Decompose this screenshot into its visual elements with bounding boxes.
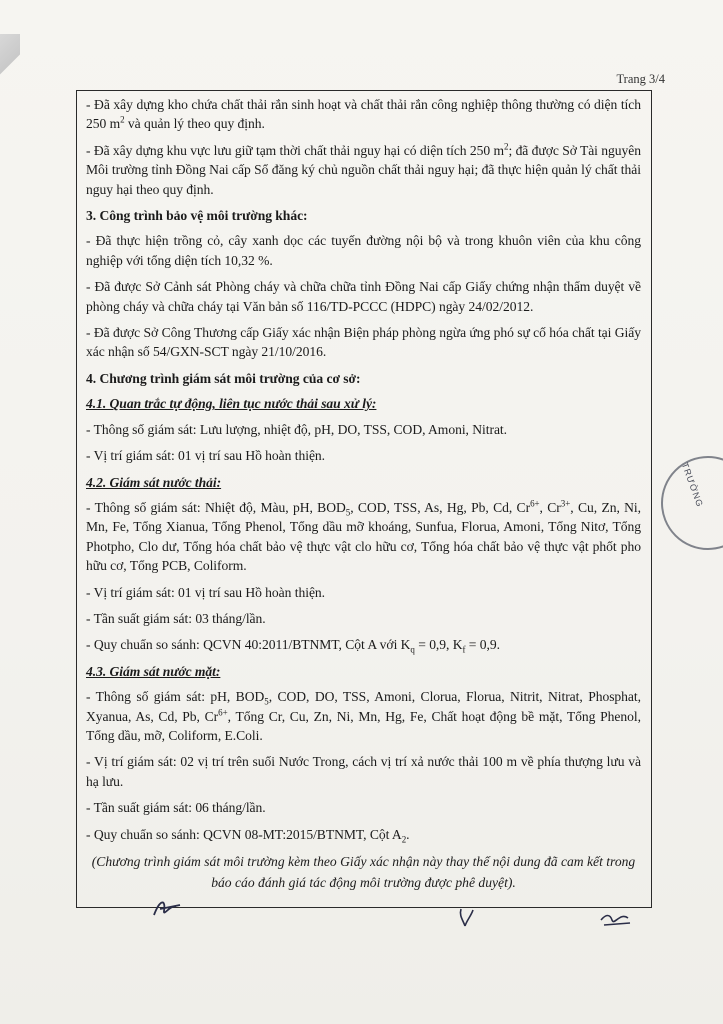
paragraph-wastewater-location: - Vị trí giám sát: 01 vị trí sau Hồ hoàn thiện. — [86, 584, 326, 600]
paragraph-solid-waste-storage: - Đã xây dựng kho chứa chất thải rắn sinh hoạt và chất thải rắn công nghiệp thông thường có diện tích 250 $m^2$ và quản lý theo quy định. — [86, 97, 641, 132]
heading-monitoring-program: 4. Chương trình giám sát môi trường của cơ sở: — [86, 370, 361, 386]
paragraph-greenery: - Đã thực hiện trồng cỏ, cây xanh dọc các tuyến đường nội bộ và trong khuôn viên của khu công nghiệp với tổng diện tích 10,32 %. — [86, 233, 641, 268]
heading-wastewater-monitoring: 4.2. Giám sát nước thải: — [86, 474, 222, 490]
paragraph-wastewater-frequency: - Tần suất giám sát: 03 tháng/lần. — [86, 610, 266, 626]
handwritten-initial-middle — [455, 906, 479, 930]
paragraph-auto-location: - Vị trí giám sát: 01 vị trí sau Hồ hoàn thiện. — [86, 448, 326, 464]
official-stamp — [653, 450, 723, 550]
paragraph-surface-frequency: - Tần suất giám sát: 06 tháng/lần. — [86, 800, 266, 816]
paragraph-hazardous-waste-storage: - Đã xây dựng khu vực lưu giữ tạm thời chất thải nguy hại có diện tích 250 $m^2$; đã được Sở Tài nguyên Môi trường tỉnh Đồng Nai cấp Sổ đăng ký chủ nguồn chất thải nguy hại; đã thực hiện quản lý chất thải nguy hại theo quy định. — [86, 141, 641, 197]
paragraph-wastewater-standard: - Quy chuẩn so sánh: QCVN 40:2011/BTNMT, Cột A với $K_q = 0,9$, $K_f = 0,9$. — [86, 637, 500, 656]
heading-auto-monitoring: 4.1. Quan trắc tự động, liên tục nước thải sau xử lý: — [86, 396, 377, 412]
content-frame — [76, 90, 652, 908]
paragraph-auto-params: - Thông số giám sát: Lưu lượng, nhiệt độ, pH, DO, TSS, COD, Amoni, Nitrat. — [86, 421, 507, 437]
closing-note: (Chương trình giám sát môi trường kèm theo Giấy xác nhận này thay thế nội dung đã cam kết trong báo cáo đánh giá tác động môi trường được phê duyệt). — [91, 854, 636, 890]
paragraph-surface-params: - Thông số giám sát: pH, $BOD_5$, COD, DO, TSS, Amoni, Clorua, Florua, Nitrit, Nitrat, Phosphat, Xyanua, As, Cd, Pb, $Cr^{6+}$, Tổng Cr, Cu, Zn, Ni, Mn, Hg, Fe, Chất hoạt động bề mặt, Tổng Phenol, Tổng dầu, mỡ, Coliform, E.Coli. — [86, 689, 641, 743]
handwritten-initial-left — [150, 895, 190, 923]
heading-other-works: 3. Công trình bảo vệ môi trường khác: — [86, 208, 308, 224]
paragraph-chemical-incident: - Đã được Sở Công Thương cấp Giấy xác nhận Biện pháp phòng ngừa ứng phó sự cố hóa chất tại Giấy xác nhận số 54/GXN-SCT ngày 21/10/2016. — [86, 325, 641, 360]
page-fold-corner — [0, 34, 20, 94]
heading-surface-water-monitoring: 4.3. Giám sát nước mặt: — [86, 663, 221, 679]
paragraph-surface-standard: - Quy chuẩn so sánh: QCVN 08-MT:2015/BTNMT, Cột $A_2$. — [86, 826, 410, 845]
paragraph-fire-safety: - Đã được Sở Cảnh sát Phòng cháy và chữa chữa tỉnh Đồng Nai cấp Giấy chứng nhận thẩm duyệt về phòng cháy và chữa cháy tại Văn bản số 116/TD-PCCC (HDPC) ngày 24/02/2012. — [86, 279, 641, 314]
paragraph-surface-location: - Vị trí giám sát: 02 vị trí trên suối Nước Trong, cách vị trí xả nước thải 100 m về phía thượng lưu và hạ lưu. — [86, 754, 641, 789]
handwritten-initial-right — [598, 908, 634, 930]
paragraph-wastewater-params: - Thông số giám sát: Nhiệt độ, Màu, pH, $BOD_5$, COD, TSS, As, Hg, Pb, Cd, $Cr^{6+}$, $Cr^{3+}$, Cu, Zn, Ni, Mn, Fe, Tổng Xianua, Tổng Phenol, Tổng dầu mỡ khoáng, Sunfua, Florua, Amoni, Tổng Nitơ, Tổng Photpho, Clo dư, Tổng hóa chất bảo vệ thực vật clo hữu cơ, Tổng hóa chất bảo vệ thực vật phốt pho hữu cơ, Tổng PCB, Coliform. — [86, 498, 641, 574]
page-number: Trang 3/4 — [616, 72, 665, 86]
stamp-text: TRƯỜNG — [679, 461, 706, 509]
